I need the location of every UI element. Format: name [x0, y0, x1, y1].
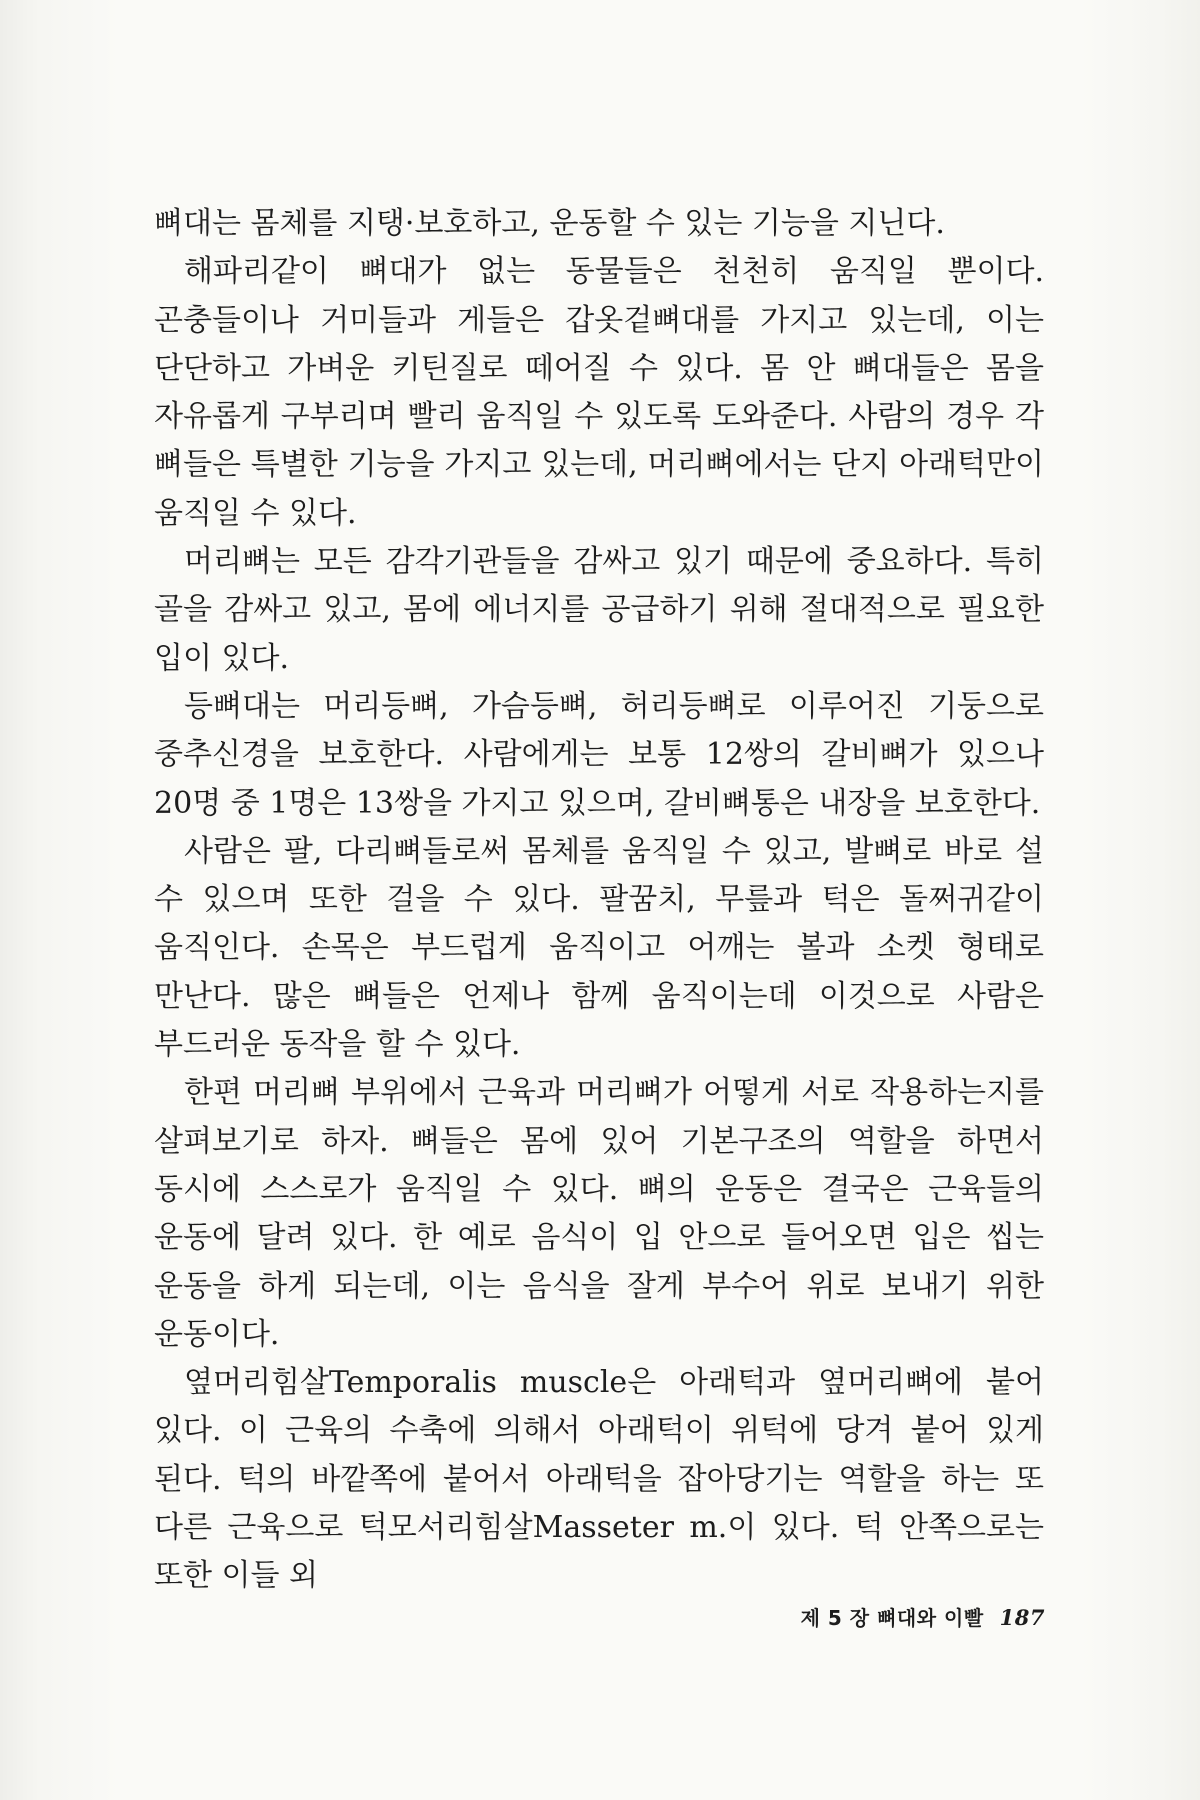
- paragraph-spine: 등뼈대는 머리등뼈, 가슴등뼈, 허리등뼈로 이루어진 기둥으로 중추신경을 보호한다. 사람에게는 보통 12쌍의 갈비뼈가 있으나 20명 중 1명은 13쌍을 가지고 있으며, 갈비뼈통은 내장을 보호한다.: [154, 688, 1044, 821]
- page-footer: [0, 1602, 1045, 1631]
- chapter-title: 제 5 장 뼈대와 이빨: [800, 1606, 984, 1630]
- page-number: 187: [999, 1605, 1045, 1630]
- paragraph-temporalis: 옆머리힘살Temporalis muscle은 아래턱과 옆머리뼈에 붙어 있다. 이 근육의 수축에 의해서 아래턱이 위턱에 당겨 붙어 있게 된다. 턱의 바깥쪽에 붙어서 아래턱을 잡아당기는 역할을 하는 또 다른 근육으로 턱모서리힘살Masseter m.이 있다. 턱 안쪽으로는 또한 이들 외: [154, 1365, 1044, 1594]
- paragraph-skull: 머리뼈는 모든 감각기관들을 감싸고 있기 때문에 중요하다. 특히 골을 감싸고 있고, 몸에 에너지를 공급하기 위해 절대적으로 필요한 입이 있다.: [154, 544, 1044, 676]
- paragraph-skeleton-types: 해파리같이 뼈대가 없는 동물들은 천천히 움직일 뿐이다. 곤충들이나 거미들과 게들은 갑옷겉뼈대를 가지고 있는데, 이는 단단하고 가벼운 키틴질로 떼어질 수 있다. 몸 안 뼈대들은 몸을 자유롭게 구부리며 빨리 움직일 수 있도록 도와준다. 사람의 경우 각 뼈들은 특별한 기능을 가지고 있는데, 머리뼈에서는 단지 아래턱만이 움직일 수 있다.: [154, 254, 1044, 531]
- paragraph-limbs: 사람은 팔, 다리뼈들로써 몸체를 움직일 수 있고, 발뼈로 바로 설 수 있으며 또한 걸을 수 있다. 팔꿈치, 무릎과 턱은 돌쩌귀같이 움직인다. 손목은 부드럽게 움직이고 어깨는 볼과 소켓 형태로 만난다. 많은 뼈들은 언제나 함께 움직이는데 이것으로 사람은 부드러운 동작을 할 수 있다.: [154, 833, 1044, 1063]
- body-text: [154, 200, 1044, 1601]
- paragraph-muscles: 한편 머리뼈 부위에서 근육과 머리뼈가 어떻게 서로 작용하는지를 살펴보기로 하자. 뼈들은 몸에 있어 기본구조의 역할을 하면서 동시에 스스로가 움직일 수 있다. 뼈의 운동은 결국은 근육들의 운동에 달려 있다. 한 예로 음식이 입 안으로 들어오면 입은 씹는 운동을 하게 되는데, 이는 음식을 잘게 부수어 위로 보내기 위한 운동이다.: [154, 1075, 1044, 1352]
- paragraph-skeleton-intro: 뼈대는 몸체를 지탱·보호하고, 운동할 수 있는 기능을 지닌다.: [154, 206, 945, 241]
